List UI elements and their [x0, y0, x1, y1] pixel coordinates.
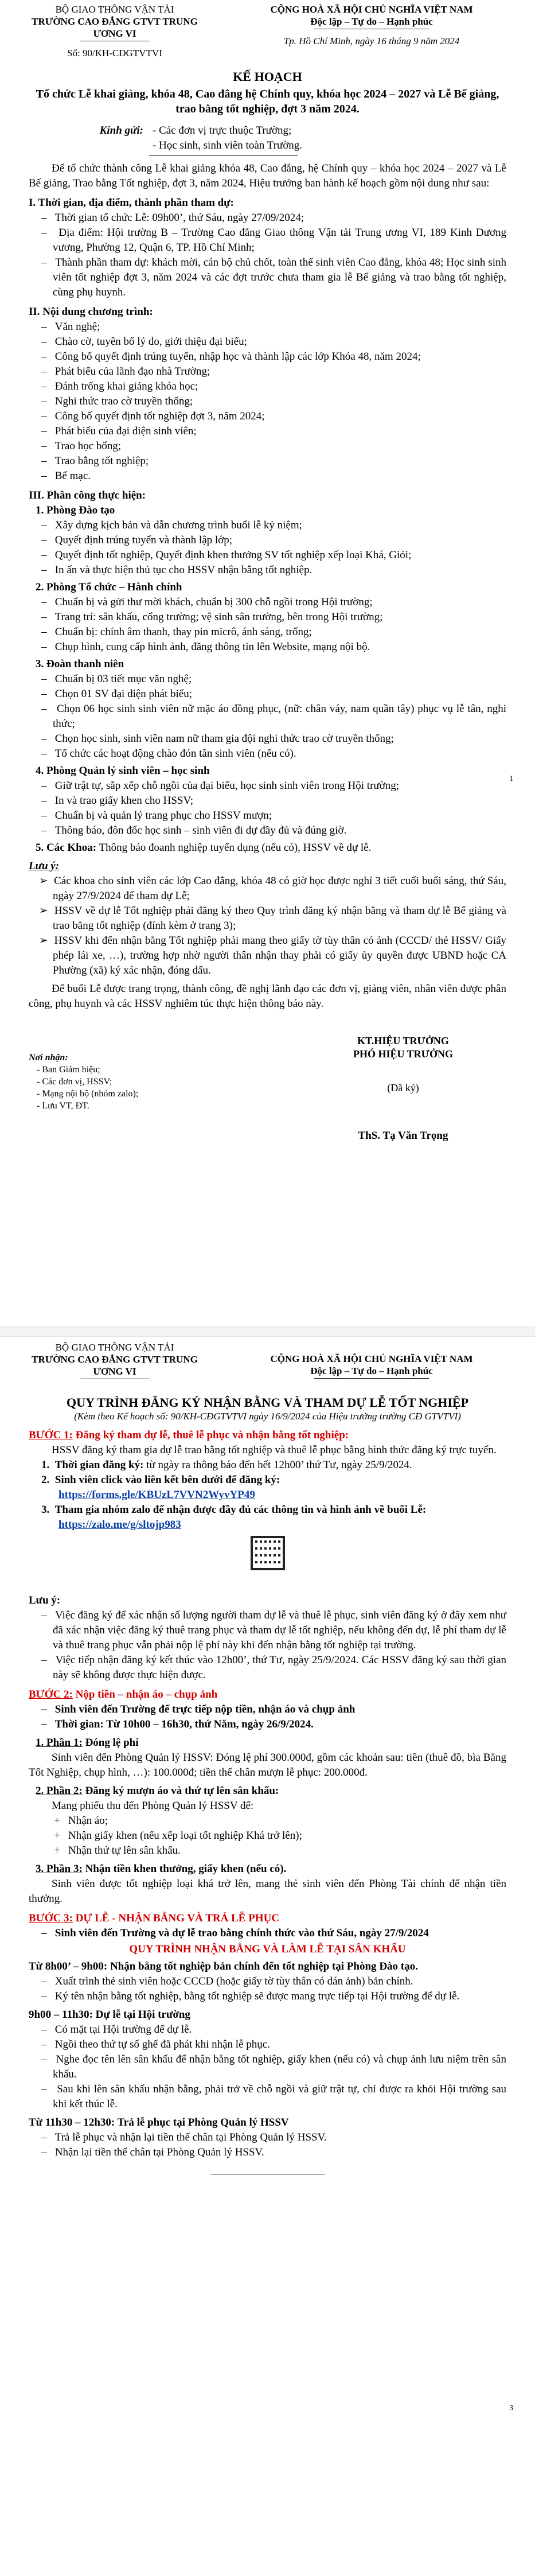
- note-item: [29, 874, 506, 904]
- arrow-icon: ➢: [39, 905, 48, 917]
- program-item: – Trao bằng tốt nghiệp;: [41, 455, 149, 467]
- note-text: HSSV khi đến nhận bằng Tốt nghiệp phải mang theo giấy tờ tùy thân có ảnh (CCCD/ thẻ HSSV/ Giấy phép lái xe, …), trường hợp nhờ người thân nhận thay phải có giấy ủy quyền được UBND hoặc CA Phường (xã) ký xác nhận, đóng dấu.: [53, 935, 506, 976]
- signer-block: [300, 1034, 506, 1142]
- phase-text: Mang phiếu thu đến Phòng Quản lý HSSV để:: [52, 1800, 254, 1812]
- timeslot-item: – Sau khi lên sân khấu nhận bằng, phải trở về chỗ ngồi và giữ trật tự, chỉ được ra khỏi Hội trường sau khi kết thúc lễ.: [41, 2083, 506, 2110]
- task-item: – In và trao giấy khen cho HSSV;: [41, 795, 194, 807]
- phase-bullet-text: Nhận áo;: [68, 1815, 108, 1827]
- task-item: – Chuẩn bị: chính âm thanh, thay pin micrô, ánh sáng, trống;: [41, 626, 312, 638]
- signer-role: KT.HIỆU TRƯỞNG: [357, 1035, 449, 1046]
- procedure-title: QUY TRÌNH ĐĂNG KÝ NHẬN BẰNG VÀ THAM DỰ LỄ TỐT NGHIỆP: [66, 1395, 469, 1410]
- timeslot-title: Từ 8h00’ – 9h00: Nhận bằng tốt nghiệp bản chính đến tốt nghiệp tại Phòng Đào tạo.: [29, 1960, 418, 1972]
- section1-item: – Thành phần tham dự: khách mời, cán bộ chủ chốt, toàn thể sinh viên Cao đẳng, khóa 48; Học sinh sinh viên tốt nghiệp đợt 3, năm 2024 và các đợt trước chưa tham gia lễ Bế giảng và trao bằng tốt nghiệp, cùng phụ huynh.: [41, 256, 506, 298]
- program-item-text: Chào cờ, tuyên bố lý do, giới thiệu đại biểu;: [54, 336, 247, 348]
- timeslot-item-text: Ngồi theo thứ tự số ghế đã phát khi nhận lễ phục.: [54, 2038, 270, 2050]
- step3-title: DỰ LỄ - NHẬN BẰNG VÀ TRẢ LỄ PHỤC: [75, 1912, 280, 1924]
- unit5-line: [29, 840, 506, 855]
- timeslot-item-text: Xuất trình thẻ sinh viên hoặc CCCD (hoặc giấy tờ tùy thân có dán ảnh) bản chính.: [54, 1975, 413, 1987]
- zalo-group-link[interactable]: https://zalo.me/g/sltojp983: [58, 1519, 181, 1531]
- task-text: In ấn và thực hiện thủ tục cho HSSV nhận bằng tốt nghiệp.: [54, 564, 313, 576]
- section1-item-text: Thành phần tham dự: khách mời, cán bộ chủ chốt, toàn thể sinh viên Cao đẳng, khóa 48; Học sinh sinh viên tốt nghiệp đợt 3, năm 2024 và các đợt trước chưa tham gia lễ Bế giảng và trao bằng tốt nghiệp, cùng phụ huynh.: [53, 256, 506, 298]
- step3-label: BƯỚC 3:: [29, 1912, 73, 1924]
- program-item-text: Bế mạc.: [54, 470, 91, 482]
- program-item: – Công bố quyết định tốt nghiệp đợt 3, năm 2024;: [41, 410, 265, 422]
- signer-name: ThS. Tạ Văn Trọng: [358, 1130, 448, 1142]
- nation-motto: Độc lập – Tự do – Hạnh phúc: [310, 16, 433, 27]
- form-link-row: [29, 1488, 506, 1503]
- page-procedure: [0, 1331, 535, 2576]
- ministry-name: BỘ GIAO THÔNG VẬN TẢI: [55, 4, 174, 15]
- unit-title: 1. Phòng Đào tạo: [36, 504, 115, 516]
- reg-num: 3.: [41, 1504, 50, 1516]
- step1-label: BƯỚC 1:: [29, 1429, 73, 1441]
- step2-item-text: Sinh viên đến Trường để trực tiếp nộp tiền, nhận áo và chụp ảnh: [54, 1703, 356, 1715]
- program-item: – Công bố quyết định trúng tuyển, nhập học và thành lập các lớp Khóa 48, năm 2024;: [41, 351, 421, 363]
- reg-num: 1.: [41, 1459, 50, 1471]
- task-item: – Quyết định tốt nghiệp, Quyết định khen thưởng SV tốt nghiệp xếp loại Khá, Giỏi;: [41, 549, 412, 561]
- phase-heading: [29, 1736, 506, 1750]
- procedure-header: [29, 1331, 506, 1379]
- timeslot-item-text: Nhận lại tiền thế chân tại Phòng Quản lý HSSV.: [54, 2146, 264, 2158]
- task-text: Chọn học sinh, sinh viên nam nữ tham gia đội nghi thức trao cờ truyền thống;: [54, 733, 394, 745]
- program-item-text: Nghi thức trao cờ truyền thống;: [54, 395, 193, 407]
- task-text: Chọn 01 SV đại diện phát biểu;: [54, 688, 192, 700]
- program-item-text: Công bố quyết định trúng tuyển, nhập học và thành lập các lớp Khóa 48, năm 2024;: [54, 351, 421, 363]
- recipient-item: - Các đơn vị trực thuộc Trường;: [153, 124, 292, 137]
- section1-item-text: Địa điểm: Hội trường B – Trường Cao đẳng Giao thông Vận tải Trung ương VI, 189 Kinh Dương vương, Phường 12, Quận 6, TP. Hồ Chí Minh;: [53, 227, 507, 254]
- arrow-icon: ➢: [39, 875, 48, 887]
- program-item-text: Đánh trống khai giảng khóa học;: [54, 380, 198, 392]
- timeslot-title: 9h00 – 11h30: Dự lễ tại Hội trường: [29, 2009, 190, 2021]
- task-text: Chụp hình, cung cấp hình ảnh, đăng thông tin lên Website, mạng nội bộ.: [54, 641, 370, 653]
- task-item: – Chuẩn bị và quản lý trang phục cho HSSV mượn;: [41, 810, 272, 822]
- phase-label: 3. Phần 3:: [36, 1863, 83, 1875]
- task-text: Quyết định trúng tuyển và thành lập lớp;: [54, 534, 232, 546]
- task-item: – Giữ trật tự, sắp xếp chỗ ngồi của đại biểu, học sinh sinh viên trong Hội trường;: [41, 780, 400, 792]
- step2-label: BƯỚC 2:: [29, 1688, 73, 1701]
- note-item: [29, 933, 506, 978]
- reg-item: [29, 1503, 506, 1517]
- nation-name: CỘNG HOÀ XÃ HỘI CHỦ NGHĨA VIỆT NAM: [270, 4, 473, 15]
- program-item-text: Văn nghệ;: [54, 321, 100, 333]
- phase-bullet-text: Nhận giấy khen (nếu xếp loại tốt nghiệp Khá trở lên);: [68, 1830, 302, 1842]
- phase-bullet: + Nhận thứ tự lên sân khấu.: [54, 1845, 181, 1857]
- issuer-block: [29, 1341, 201, 1379]
- proc-note-text: Việc đăng ký để xác nhận số lượng người tham dự lễ và thuê lễ phục, sinh viên đăng ký ở đây xem như đã xác nhận việc đăng ký thuê trang phục và tham dự lễ tốt nghiệp, nếu không đến dự, lễ phí tham dự lễ và thuê trang phục vẫn phải nộp lệ phí này khi đến nhận bằng tốt nghiệp tại trường.: [53, 1609, 507, 1651]
- timeslot-item: – Nghe đọc tên lên sân khấu để nhận bằng tốt nghiệp, giấy khen (nếu có) và chụp ảnh lưu niệm trên sân khấu.: [41, 2053, 506, 2080]
- step1-heading: [29, 1428, 506, 1443]
- note-text: Các khoa cho sinh viên các lớp Cao đẳng, khóa 48 có giờ học được nghỉ 3 tiết cuối buổi sáng, thứ Sáu, ngày 27/9/2024 để tham dự Lễ;: [53, 875, 506, 902]
- task-item: – Quyết định trúng tuyển và thành lập lớp;: [41, 534, 232, 546]
- nation-name: CỘNG HOÀ XÃ HỘI CHỦ NGHĨA VIỆT NAM: [270, 1353, 473, 1364]
- program-item-text: Công bố quyết định tốt nghiệp đợt 3, năm 2024;: [54, 410, 265, 422]
- school-name: TRƯỜNG CAO ĐẲNG GTVT TRUNG ƯƠNG VI: [32, 1354, 198, 1377]
- task-item: – Chuẩn bị và gửi thư mời khách, chuẩn bị 300 chỗ ngồi trong Hội trường;: [41, 596, 373, 608]
- document-header: [29, 0, 506, 59]
- reg-num: 2.: [41, 1474, 50, 1486]
- task-item: – Chọn 06 học sinh sinh viên nữ mặc áo đồng phục, (nữ: chân váy, nam quần tây) phục vụ lễ tân, nghi thức;: [41, 703, 506, 730]
- signed-mark: (Đã ký): [387, 1082, 419, 1094]
- receiver-item: - Các đơn vị, HSSV;: [37, 1077, 112, 1087]
- recipient-item: - Học sinh, sinh viên toàn Trường.: [153, 139, 303, 151]
- phase-text: Sinh viên được tốt nghiệp loại khá trở lên, mang thẻ sinh viên đến Phòng Tài chính để nhận tiền thưởng.: [29, 1878, 506, 1905]
- recipients-list: [153, 123, 302, 153]
- program-item: – Văn nghệ;: [41, 321, 100, 333]
- phase-bullet: + Nhận giấy khen (nếu xếp loại tốt nghiệp Khá trở lên);: [54, 1830, 302, 1842]
- reg-item: [29, 1458, 506, 1473]
- phase-bullet-text: Nhận thứ tự lên sân khấu.: [68, 1845, 181, 1857]
- step2-title: Nộp tiền – nhận áo – chụp ảnh: [75, 1688, 218, 1701]
- task-item: – Chọn học sinh, sinh viên nam nữ tham gia đội nghi thức trao cờ truyền thống;: [41, 733, 394, 745]
- task-item: – Chọn 01 SV đại diện phát biểu;: [41, 688, 192, 700]
- section3-title: III. Phân công thực hiện:: [29, 489, 146, 501]
- step3-banner: QUY TRÌNH NHẬN BẰNG VÀ LÀM LỄ TẠI SÂN KHẤU: [129, 1943, 406, 1955]
- section2-title: II. Nội dung chương trình:: [29, 306, 153, 318]
- task-text: Tổ chức các hoạt động chào đón tân sinh viên (nếu có).: [54, 748, 296, 760]
- receiver-item: - Ban Giám hiệu;: [37, 1065, 100, 1075]
- task-text: Giữ trật tự, sắp xếp chỗ ngồi của đại biểu, học sinh sinh viên trong Hội trường;: [54, 780, 400, 792]
- unit-title: 4. Phòng Quản lý sinh viên – học sinh: [36, 765, 210, 777]
- task-item: – In ấn và thực hiện thủ tục cho HSSV nhận bằng tốt nghiệp.: [41, 564, 313, 576]
- task-text: Chọn 06 học sinh sinh viên nữ mặc áo đồng phục, (nữ: chân váy, nam quần tây) phục vụ lễ tân, nghi thức;: [53, 703, 506, 730]
- phase-heading: [29, 1784, 506, 1799]
- unit-title: 2. Phòng Tổ chức – Hành chính: [36, 581, 182, 593]
- phase-label: 1. Phần 1:: [36, 1737, 83, 1749]
- reg-label: Thời gian đăng ký:: [54, 1459, 144, 1471]
- task-item: – Trang trí: sân khấu, cổng trường; vệ sinh sân trường, bên trong Hội trường;: [41, 611, 383, 623]
- qr-code-image[interactable]: [251, 1536, 285, 1570]
- step2-item: – Thời gian: Từ 10h00 – 16h30, thứ Năm, ngày 26/9/2024.: [41, 1718, 314, 1730]
- program-item: – Bế mạc.: [41, 470, 91, 482]
- step1-title: Đăng ký tham dự lễ, thuê lễ phục và nhận bằng tốt nghiệp:: [75, 1429, 349, 1441]
- phase-heading: [29, 1862, 506, 1877]
- proc-note-item: – Việc tiếp nhận đăng ký kết thúc vào 12h00’, thứ Tư, ngày 25/9/2024. Các HSSV đăng ký sau thời gian này sẽ không được thực hiện được.: [41, 1654, 507, 1681]
- school-name: TRƯỜNG CAO ĐẲNG GTVT TRUNG ƯƠNG VI: [32, 16, 198, 39]
- step3-heading: [29, 1911, 506, 1926]
- unit-title: 3. Đoàn thanh niên: [36, 658, 124, 670]
- signer-subrole: PHÓ HIỆU TRƯỞNG: [353, 1048, 453, 1060]
- plan-intro: Để tổ chức thành công Lễ khai giảng khóa 48, Cao đẳng, hệ Chính quy – khóa học 2024 – 2027 và Lễ Bế giảng, Trao bằng Tốt nghiệp, đợt 3, năm 2024, Hiệu trưởng ban hành kế hoạch gồm nội dung như sau:: [29, 162, 506, 189]
- nation-block: [237, 3, 506, 59]
- receivers-label: Nơi nhận:: [29, 1053, 68, 1063]
- section1-item: – Địa điểm: Hội trường B – Trường Cao đẳng Giao thông Vận tải Trung ương VI, 189 Kinh Dương vương, Phường 12, Quận 6, TP. Hồ Chí Minh;: [41, 227, 507, 254]
- arrow-icon: ➢: [39, 935, 48, 947]
- document-date: Tp. Hồ Chí Minh, ngày 16 tháng 9 năm 2024: [283, 36, 460, 46]
- recipients-block: [29, 123, 506, 153]
- signature-area: [29, 1034, 506, 1142]
- recipients-label: Kính gửi:: [99, 124, 143, 137]
- receivers-block: [29, 1034, 218, 1142]
- phase-text: Sinh viên đến Phòng Quản lý HSSV: Đóng lệ phí 300.000đ, gồm các khoản sau: tiền (thuê đồ, bìa Bằng Tốt Nghiệp, chụp hình, …): 100.000đ; tiền thế chân mượn lễ phục: 200.000đ.: [29, 1752, 506, 1779]
- phase-title: Nhận tiền khen thưởng, giấy khen (nếu có).: [85, 1863, 287, 1875]
- phase-bullet: + Nhận áo;: [54, 1815, 108, 1827]
- task-text: Thông báo, đôn đốc học sinh – sinh viên đi dự đầy đủ và đúng giờ.: [54, 824, 347, 836]
- task-item: – Thông báo, đôn đốc học sinh – sinh viên đi dự đầy đủ và đúng giờ.: [41, 824, 347, 836]
- closing-paragraph: Để buổi Lễ được trang trọng, thành công, đề nghị lãnh đạo các đơn vị, giảng viên, nhân viên được phân công, phụ huynh và các HSSV nghiêm túc thực hiện thông báo này.: [29, 983, 506, 1010]
- section1-title: I. Thời gian, địa điểm, thành phần tham dự:: [29, 197, 234, 209]
- timeslot-item: – Ký tên nhận bằng tốt nghiệp, bằng tốt nghiệp sẽ được mang trực tiếp tại Hội trường để dự lễ.: [41, 1990, 460, 2002]
- registration-form-link[interactable]: https://forms.gle/KBUzL7VVN2WyvYP49: [58, 1489, 255, 1501]
- page-number: 1: [509, 775, 513, 783]
- issuer-block: [29, 3, 201, 59]
- task-text: Chuẩn bị và gửi thư mời khách, chuẩn bị 300 chỗ ngồi trong Hội trường;: [54, 596, 373, 608]
- timeslot-item-text: Trả lễ phục và nhận lại tiền thế chân tại Phòng Quản lý HSSV.: [54, 2131, 327, 2143]
- program-item-text: Trao bằng tốt nghiệp;: [54, 455, 149, 467]
- task-item: – Tổ chức các hoạt động chào đón tân sinh viên (nếu có).: [41, 748, 296, 760]
- proc-note-item: – Việc đăng ký để xác nhận số lượng người tham dự lễ và thuê lễ phục, sinh viên đăng ký ở đây xem như đã xác nhận việc đăng ký thuê trang phục và tham dự lễ tốt nghiệp, nếu không đến dự, lễ phí tham dự lễ và thuê trang phục vẫn phải nộp lệ phí này khi đến nhận bằng tốt nghiệp tại trường.: [41, 1609, 507, 1651]
- receiver-item: - Lưu VT, ĐT.: [37, 1101, 89, 1111]
- task-text: Xây dựng kịch bản và dẫn chương trình buổi lễ kỷ niệm;: [54, 519, 302, 531]
- program-item: – Trao học bổng;: [41, 440, 122, 452]
- task-text: Chuẩn bị: chính âm thanh, thay pin micrô, ánh sáng, trống;: [54, 626, 312, 638]
- step2-heading: [29, 1687, 506, 1702]
- timeslot-item-text: Ký tên nhận bằng tốt nghiệp, bằng tốt nghiệp sẽ được mang trực tiếp tại Hội trường để dự lễ.: [54, 1990, 460, 2002]
- task-text: Trang trí: sân khấu, cổng trường; vệ sinh sân trường, bên trong Hội trường;: [54, 611, 383, 623]
- reg-text: từ ngày ra thông báo đến hết 12h00’ thứ Tư, ngày 25/9/2024.: [146, 1459, 412, 1471]
- note-item: [29, 904, 506, 933]
- step2-item: – Sinh viên đến Trường để trực tiếp nộp tiền, nhận áo và chụp ảnh: [41, 1703, 356, 1715]
- nation-motto: Độc lập – Tự do – Hạnh phúc: [310, 1365, 433, 1376]
- section1-item-text: Thời gian tổ chức Lễ: 09h00’, thứ Sáu, ngày 27/09/2024;: [54, 212, 304, 224]
- task-item: – Xây dựng kịch bản và dẫn chương trình buổi lễ kỷ niệm;: [41, 519, 302, 531]
- notes-label: Lưu ý:: [29, 860, 60, 872]
- task-text: Chuẩn bị 03 tiết mục văn nghệ;: [54, 673, 192, 685]
- program-item-text: Phát biểu của đại diện sinh viên;: [54, 425, 197, 437]
- unit5-title: 5. Các Khoa:: [36, 842, 97, 854]
- document-number: Số: 90/KH-CĐGTVTVI: [67, 48, 162, 59]
- task-item: – Chụp hình, cung cấp hình ảnh, đăng thông tin lên Website, mạng nội bộ.: [41, 641, 370, 653]
- reg-label: Sinh viên click vào liên kết bên dưới để đăng ký:: [54, 1474, 280, 1486]
- zalo-link-row: [29, 1517, 506, 1532]
- plan-type: KẾ HOẠCH: [233, 69, 302, 84]
- task-text: Quyết định tốt nghiệp, Quyết định khen thưởng SV tốt nghiệp xếp loại Khá, Giỏi;: [54, 549, 412, 561]
- ministry-name: BỘ GIAO THÔNG VẬN TẢI: [55, 1342, 174, 1353]
- reg-label: Tham gia nhóm zalo để nhận được đầy đủ các thông tin và hình ảnh về buổi Lễ:: [54, 1504, 427, 1516]
- timeslot-item-text: Sau khi lên sân khấu nhận bằng, phải trở về chỗ ngồi và giữ trật tự, chỉ được ra khỏi Hội trường sau khi kết thúc lễ.: [53, 2083, 506, 2110]
- step3-item-text: Sinh viên đến Trường và dự lễ trao bằng chính thức vào thứ Sáu, ngày 27/9/2024: [54, 1927, 429, 1939]
- program-item: – Phát biểu của lãnh đạo nhà Trường;: [41, 365, 210, 378]
- proc-note-text: Việc tiếp nhận đăng ký kết thúc vào 12h00’, thứ Tư, ngày 25/9/2024. Các HSSV đăng ký sau thời gian này sẽ không được thực hiện được.: [53, 1654, 507, 1681]
- unit5-text: Thông báo đoanh nghiệp tuyển dụng (nếu có), HSSV về dự lễ.: [99, 842, 372, 854]
- task-text: Chuẩn bị và quản lý trang phục cho HSSV mượn;: [54, 810, 272, 822]
- receiver-item: - Mạng nội bộ (nhóm zalo);: [37, 1089, 139, 1099]
- program-item: – Đánh trống khai giảng khóa học;: [41, 380, 198, 392]
- phase-title: Đóng lệ phí: [85, 1737, 139, 1749]
- program-item-text: Phát biểu của lãnh đạo nhà Trường;: [54, 365, 210, 378]
- phase-title: Đăng ký mượn áo và thứ tự lên sân khấu:: [85, 1785, 279, 1797]
- timeslot-item-text: Nghe đọc tên lên sân khấu để nhận bằng tốt nghiệp, giấy khen (nếu có) và chụp ảnh lưu niệm trên sân khấu.: [53, 2053, 506, 2080]
- proc-notes-label: Lưu ý:: [29, 1594, 61, 1606]
- timeslot-item: – Xuất trình thẻ sinh viên hoặc CCCD (hoặc giấy tờ tùy thân có dán ảnh) bản chính.: [41, 1975, 413, 1987]
- program-item: – Chào cờ, tuyên bố lý do, giới thiệu đại biểu;: [41, 336, 247, 348]
- task-text: In và trao giấy khen cho HSSV;: [54, 795, 194, 807]
- page-number: 3: [509, 2404, 513, 2412]
- procedure-subtitle: (Kèm theo Kế hoạch số: 90/KH-CĐGTVTVI ngày 16/9/2024 của Hiệu trưởng trường CĐ GTVTVI): [74, 1411, 461, 1422]
- program-item-text: Trao học bổng;: [54, 440, 122, 452]
- timeslot-item-text: Có mặt tại Hội trường để dự lễ.: [54, 2024, 192, 2036]
- timeslot-item: – Ngồi theo thứ tự số ghế đã phát khi nhận lễ phục.: [41, 2038, 270, 2050]
- step1-text: HSSV đăng ký tham gia dự lễ trao bằng tốt nghiệp và thuê lễ phục bằng hình thức đăng ký trực tuyến.: [52, 1444, 497, 1456]
- note-text: HSSV về dự lễ Tốt nghiệp phải đăng ký theo Quy trình đăng ký nhận bằng và tham dự lễ Bế giảng và trao bằng tốt nghiệp (đính kèm ở trang 3);: [53, 905, 506, 932]
- timeslot-item: – Trả lễ phục và nhận lại tiền thế chân tại Phòng Quản lý HSSV.: [41, 2131, 327, 2143]
- timeslot-item: – Có mặt tại Hội trường để dự lễ.: [41, 2024, 192, 2036]
- program-item: – Phát biểu của đại diện sinh viên;: [41, 425, 197, 437]
- phase-label: 2. Phần 2:: [36, 1785, 83, 1797]
- step3-item: – Sinh viên đến Trường và dự lễ trao bằng chính thức vào thứ Sáu, ngày 27/9/2024: [41, 1927, 429, 1939]
- task-item: – Chuẩn bị 03 tiết mục văn nghệ;: [41, 673, 192, 685]
- motto-divider: [314, 1378, 429, 1379]
- timeslot-title: Từ 11h30 – 12h30: Trả lễ phục tại Phòng Quản lý HSSV: [29, 2116, 289, 2128]
- section1-item: – Thời gian tổ chức Lễ: 09h00’, thứ Sáu, ngày 27/09/2024;: [41, 212, 304, 224]
- program-item: – Nghi thức trao cờ truyền thống;: [41, 395, 193, 407]
- reg-item: [29, 1473, 506, 1488]
- plan-title: Tổ chức Lễ khai giảng, khóa 48, Cao đẳng hệ Chính quy, khóa học 2024 – 2027 và Lễ Bế giảng, trao bằng tốt nghiệp, đợt 3 năm 2024.: [36, 88, 499, 115]
- step2-item-text: Thời gian: Từ 10h00 – 16h30, thứ Năm, ngày 26/9/2024.: [54, 1718, 314, 1730]
- timeslot-item: – Nhận lại tiền thế chân tại Phòng Quản lý HSSV.: [41, 2146, 264, 2158]
- nation-block: [237, 1341, 506, 1379]
